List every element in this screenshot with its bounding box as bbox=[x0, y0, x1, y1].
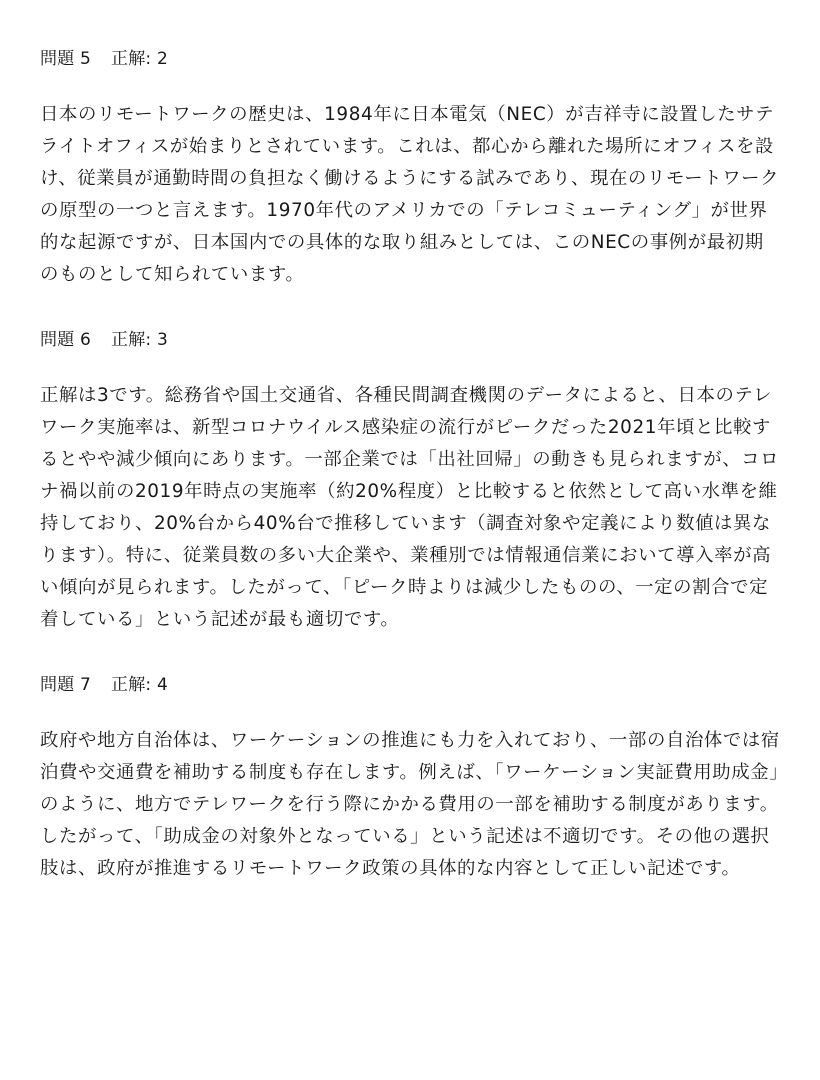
explanation-text: 日本のリモートワークの歴史は、1984年に日本電気（NEC）が吉祥寺に設置したサテライトオフィスが始まりとされています。これは、都心から離れた場所にオフィスを設け、従業員が通勤時間の負担なく働けるようにする試みであり、現在のリモートワークの原型の一つと言えます。1970年代のアメリカでの「テレコミューティング」が世界的な起源ですが、日本国内での具体的な取り組みとしては、このNECの事例が最初期のものとして知られています。 bbox=[40, 104, 780, 285]
question-number: 問題 6 bbox=[40, 330, 92, 350]
section-heading bbox=[40, 327, 780, 353]
correct-answer: 正解: 3 bbox=[111, 330, 168, 350]
section-heading bbox=[40, 672, 780, 698]
explanation-text: 政府や地方自治体は、ワーケーションの推進にも力を入れており、一部の自治体では宿泊費や交通費を補助する制度も存在します。例えば、「ワーケーション実証費用助成金」のように、地方でテレワークを行う際にかかる費用の一部を補助する制度があります。したがって、「助成金の対象外となっている」という記述は不適切です。その他の選択肢は、政府が推進するリモートワーク政策の具体的な内容として正しい記述です。 bbox=[40, 730, 780, 879]
section-question-5 bbox=[40, 46, 780, 291]
question-number: 問題 7 bbox=[40, 675, 92, 695]
correct-answer: 正解: 4 bbox=[111, 675, 168, 695]
section-heading bbox=[40, 46, 780, 72]
section-question-7 bbox=[40, 672, 780, 885]
section-question-6 bbox=[40, 327, 780, 636]
question-number: 問題 5 bbox=[40, 49, 92, 69]
explanation-text: 正解は3です。総務省や国土交通省、各種民間調査機関のデータによると、日本のテレワーク実施率は、新型コロナウイルス感染症の流行がピークだった2021年頃と比較するとやや減少傾向にあります。一部企業では「出社回帰」の動きも見られますが、コロナ禍以前の2019年時点の実施率（約20%程度）と比較すると依然として高い水準を維持しており、20%台から40%台で推移しています（調査対象や定義により数値は異なります）。特に、従業員数の多い大企業や、業種別では情報通信業において導入率が高い傾向が見られます。したがって、「ピーク時よりは減少したものの、一定の割合で定着している」という記述が最も適切です。 bbox=[40, 385, 780, 630]
correct-answer: 正解: 2 bbox=[111, 49, 168, 69]
